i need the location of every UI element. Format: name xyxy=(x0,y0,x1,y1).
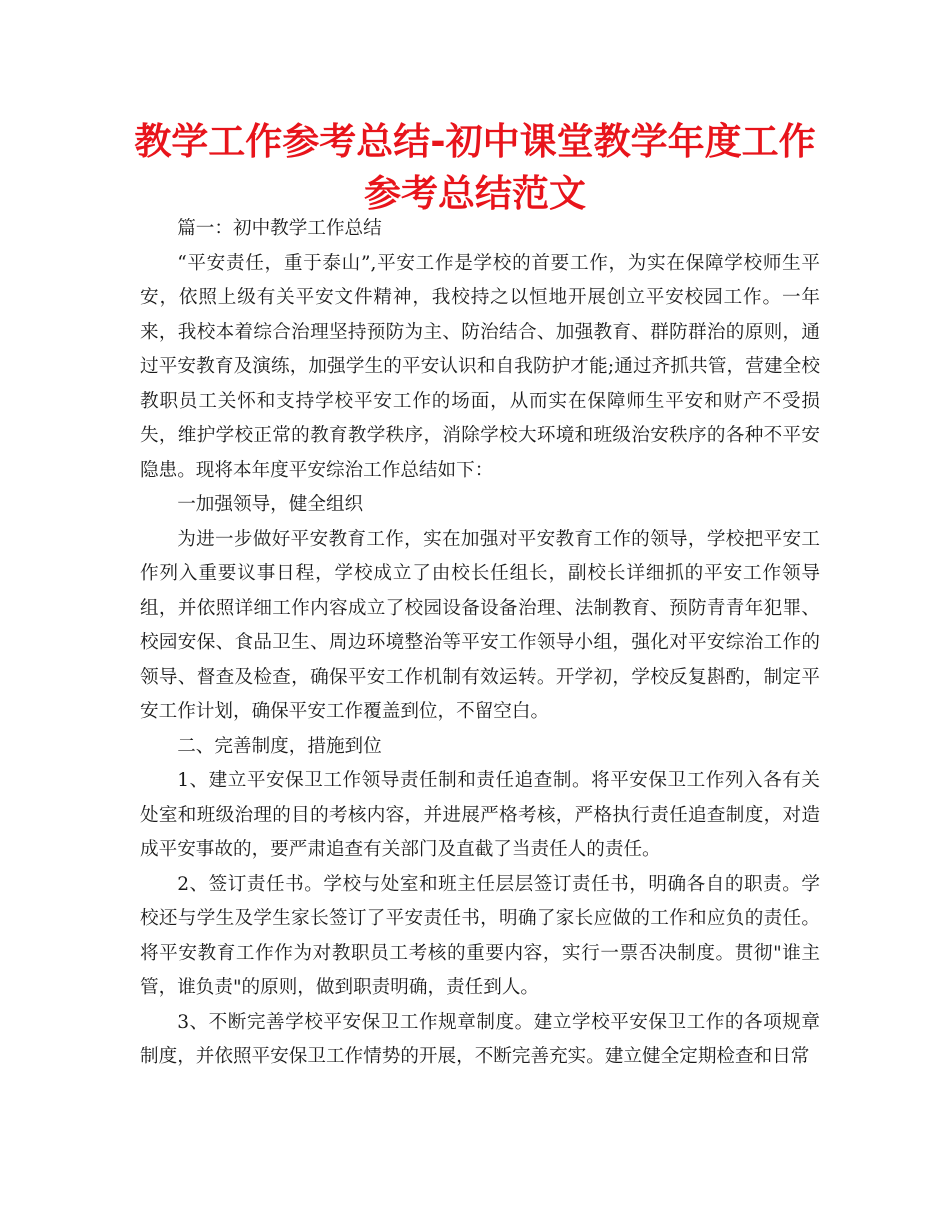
paragraph: “平安责任，重于泰山”,平安工作是学校的首要工作，为实在保障学校师生平安，依照上级有关平安文件精神，我校持之以恒地开展创立平安校园工作。一年来，我校本着综合治理坚持预防为主、防治结合、加强教育、群防群治的原则，通过平安教育及演练，加强学生的平安认识和自我防护才能;通过齐抓共管，营建全校教职员工关怀和支持学校平安工作的场面，从而实在保障师生平安和财产不受损失，维护学校正常的教育教学秩序，消除学校大环境和班级治安秩序的各种不平安隐患。现将本年度平安综治工作总结如下： xyxy=(140,252,820,481)
section-heading: 二、完善制度，措施到位 xyxy=(177,735,382,757)
paragraph: 3、不断完善学校平安保卫工作规章制度。建立学校平安保卫工作的各项规章制度，并依照平安保卫工作情势的开展，不断完善充实。建立健全定期检查和日常 xyxy=(140,1011,820,1067)
document-body xyxy=(140,212,820,1075)
paragraph: 为进一步做好平安教育工作，实在加强对平安教育工作的领导，学校把平安工作列入重要议事日程，学校成立了由校长任组长，副校长详细抓的平安工作领导组，并依照详细工作内容成立了校园设备设备治理、法制教育、预防青青年犯罪、校园安保、食品卫生、周边环境整治等平安工作领导小组，强化对平安综治工作的领导、督查及检查，确保平安工作机制有效运转。开学初，学校反复斟酌，制定平安工作计划，确保平安工作覆盖到位，不留空白。 xyxy=(140,528,820,722)
document-title: 教学工作参考总结-初中课堂教学年度工作参考总结范文 xyxy=(134,120,816,215)
section-heading: 一加强领导，健全组织 xyxy=(177,494,364,515)
paragraph: 2、签订责任书。学校与处室和班主任层层签订责任书，明确各自的职责。学校还与学生及学生家长签订了平安责任书，明确了家长应做的工作和应负的责任。将平安教育工作作为对教职员工考核的重要内容，实行一票否决制度。贯彻"谁主管，谁负责"的原则，做到职责明确，责任到人。 xyxy=(140,873,820,998)
section-heading: 篇一：初中教学工作总结 xyxy=(177,218,382,239)
paragraph: 1、建立平安保卫工作领导责任制和责任追查制。将平安保卫工作列入各有关处室和班级治理的目的考核内容，并进展严格考核，严格执行责任追查制度，对造成平安事故的，要严肃追查有关部门及直截了当责任人的责任。 xyxy=(140,770,820,860)
